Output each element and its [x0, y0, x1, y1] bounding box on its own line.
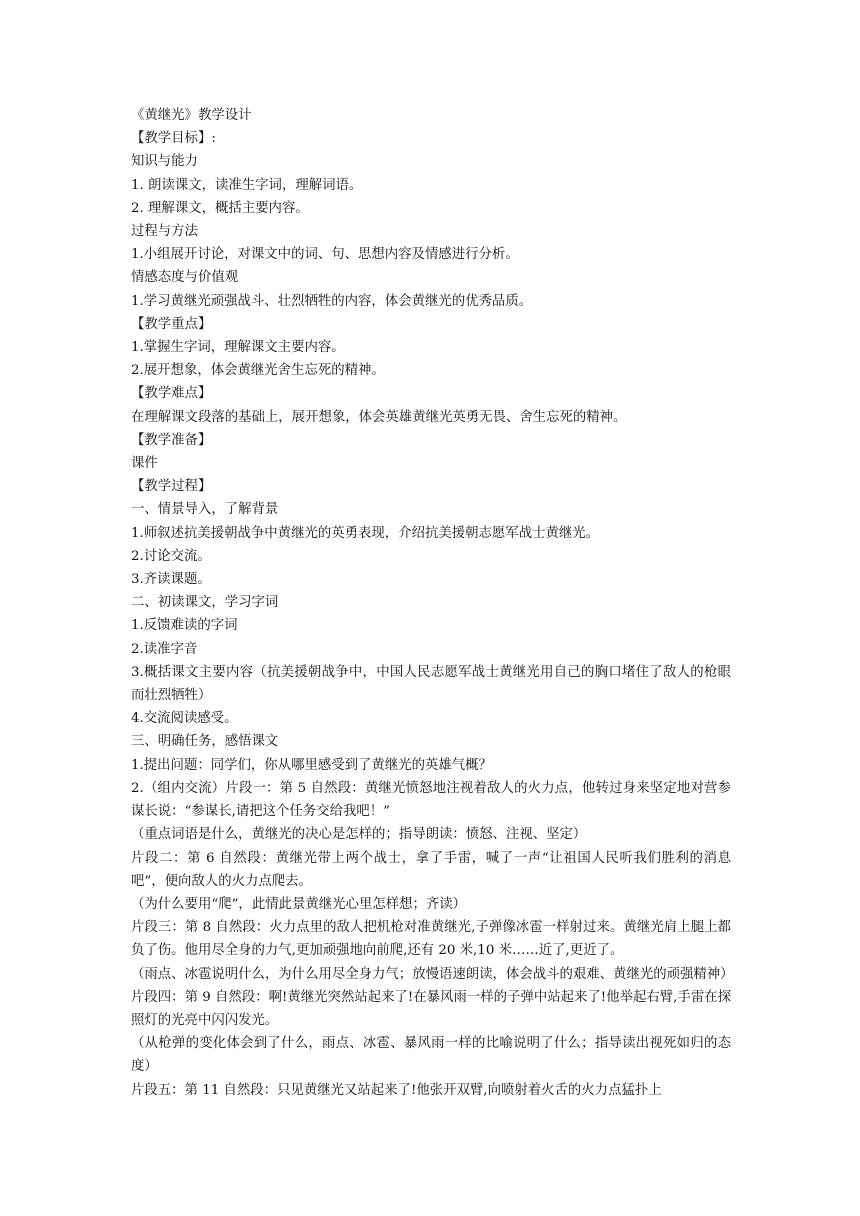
text-line: （为什么要用“爬”，此情此景黄继光心里怎样想；齐读） — [131, 896, 467, 912]
text-paragraph: 2.（组内交流）片段一：第 5 自然段：黄继光愤怒地注视着敌人的火力点，他转过身来坚定地对营参谋长说：“参谋长,请把这个任务交给我吧！” — [131, 780, 731, 820]
text-line: 2. 理解课文，概括主要内容。 — [131, 200, 309, 216]
section-heading-process: 【教学过程】 — [131, 479, 212, 495]
text-line: 1.师叙述抗美援朝战争中黄继光的英勇表现，介绍抗美援朝志愿军战士黄继光。 — [131, 525, 600, 541]
section-heading-key-points: 【教学重点】 — [131, 316, 212, 332]
text-line: 2.展开想象，体会黄继光舍生忘死的精神。 — [131, 363, 385, 379]
section-heading-preparation: 【教学准备】 — [131, 432, 212, 448]
text-paragraph: 3.概括课文主要内容（抗美援朝战争中，中国人民志愿军战士黄继光用自己的胸口堵住了敌人的枪眼而壮烈牺牲） — [131, 664, 731, 704]
subheading-process: 过程与方法 — [131, 224, 198, 240]
text-paragraph: （雨点、冰雹说明什么，为什么用尽全身力气；放慢语速朗读，体会战斗的艰难、黄继光的顽强精神） — [131, 966, 734, 982]
text-line: 2.讨论交流。 — [131, 548, 211, 564]
text-line: 1.学习黄继光顽强战斗、壮烈牺牲的内容，体会黄继光的优秀品质。 — [131, 293, 533, 309]
step-heading-1: 一、情景导入，了解背景 — [131, 502, 279, 518]
text-line: （重点词语是什么，黄继光的决心是怎样的；指导朗读：愤怒、注视、坚定） — [131, 827, 587, 843]
text-line: 1.提出问题：同学们，你从哪里感受到了黄继光的英雄气概？ — [131, 757, 492, 773]
text-line: 在理解课文段落的基础上，展开想象，体会英雄黄继光英勇无畏、舍生忘死的精神。 — [131, 409, 627, 425]
section-heading-objectives: 【教学目标】: — [131, 131, 216, 147]
step-heading-3: 三、明确任务，感悟课文 — [131, 734, 279, 750]
text-paragraph: （从枪弹的变化体会到了什么，雨点、冰雹、暴风雨一样的比喻说明了什么；指导读出视死如归的态度） — [131, 1036, 731, 1075]
text-line: 1.小组展开讨论，对课文中的词、句、思想内容及情感进行分析。 — [131, 247, 519, 263]
text-line: 1.掌握生字词，理解课文主要内容。 — [131, 340, 345, 356]
document-body — [131, 104, 734, 1102]
step-heading-2: 二、初读课文，学习字词 — [131, 595, 279, 611]
subheading-knowledge: 知识与能力 — [131, 154, 198, 170]
subheading-values: 情感态度与价值观 — [131, 270, 239, 286]
text-line: 4.交流阅读感受。 — [131, 711, 238, 727]
text-line: 1. 朗读课文，读准生字词，理解词语。 — [131, 177, 363, 193]
text-line: 1.反馈难读的字词 — [131, 618, 238, 634]
text-line: 3.齐读课题。 — [131, 572, 211, 588]
doc-title: 《黄继光》教学设计 — [131, 108, 252, 123]
text-paragraph: 片段二：第 6 自然段：黄继光带上两个战士，拿了手雷，喊了一声“让祖国人民听我们胜利的消息吧”，便向敌人的火力点爬去。 — [131, 850, 731, 889]
text-paragraph: 片段四：第 9 自然段：啊!黄继光突然站起来了!在暴风雨一样的子弹中站起来了!他举起右臂,手雷在探照灯的光亮中闪闪发光。 — [131, 989, 731, 1028]
section-heading-difficulties: 【教学难点】 — [131, 386, 212, 402]
text-paragraph: 片段五：第 11 自然段：只见黄继光又站起来了!他张开双臂,向喷射着火舌的火力点猛扑上 — [131, 1082, 662, 1098]
text-line: 2.读准字音 — [131, 641, 198, 657]
text-paragraph: 片段三：第 8 自然段：火力点里的敌人把机枪对准黄继光,子弹像冰雹一样射过来。黄继光肩上腿上都负了伤。他用尽全身的力气,更加顽强地向前爬,还有 20 米,10 米……近了,更近了。 — [131, 920, 731, 959]
text-line: 课件 — [131, 456, 158, 472]
